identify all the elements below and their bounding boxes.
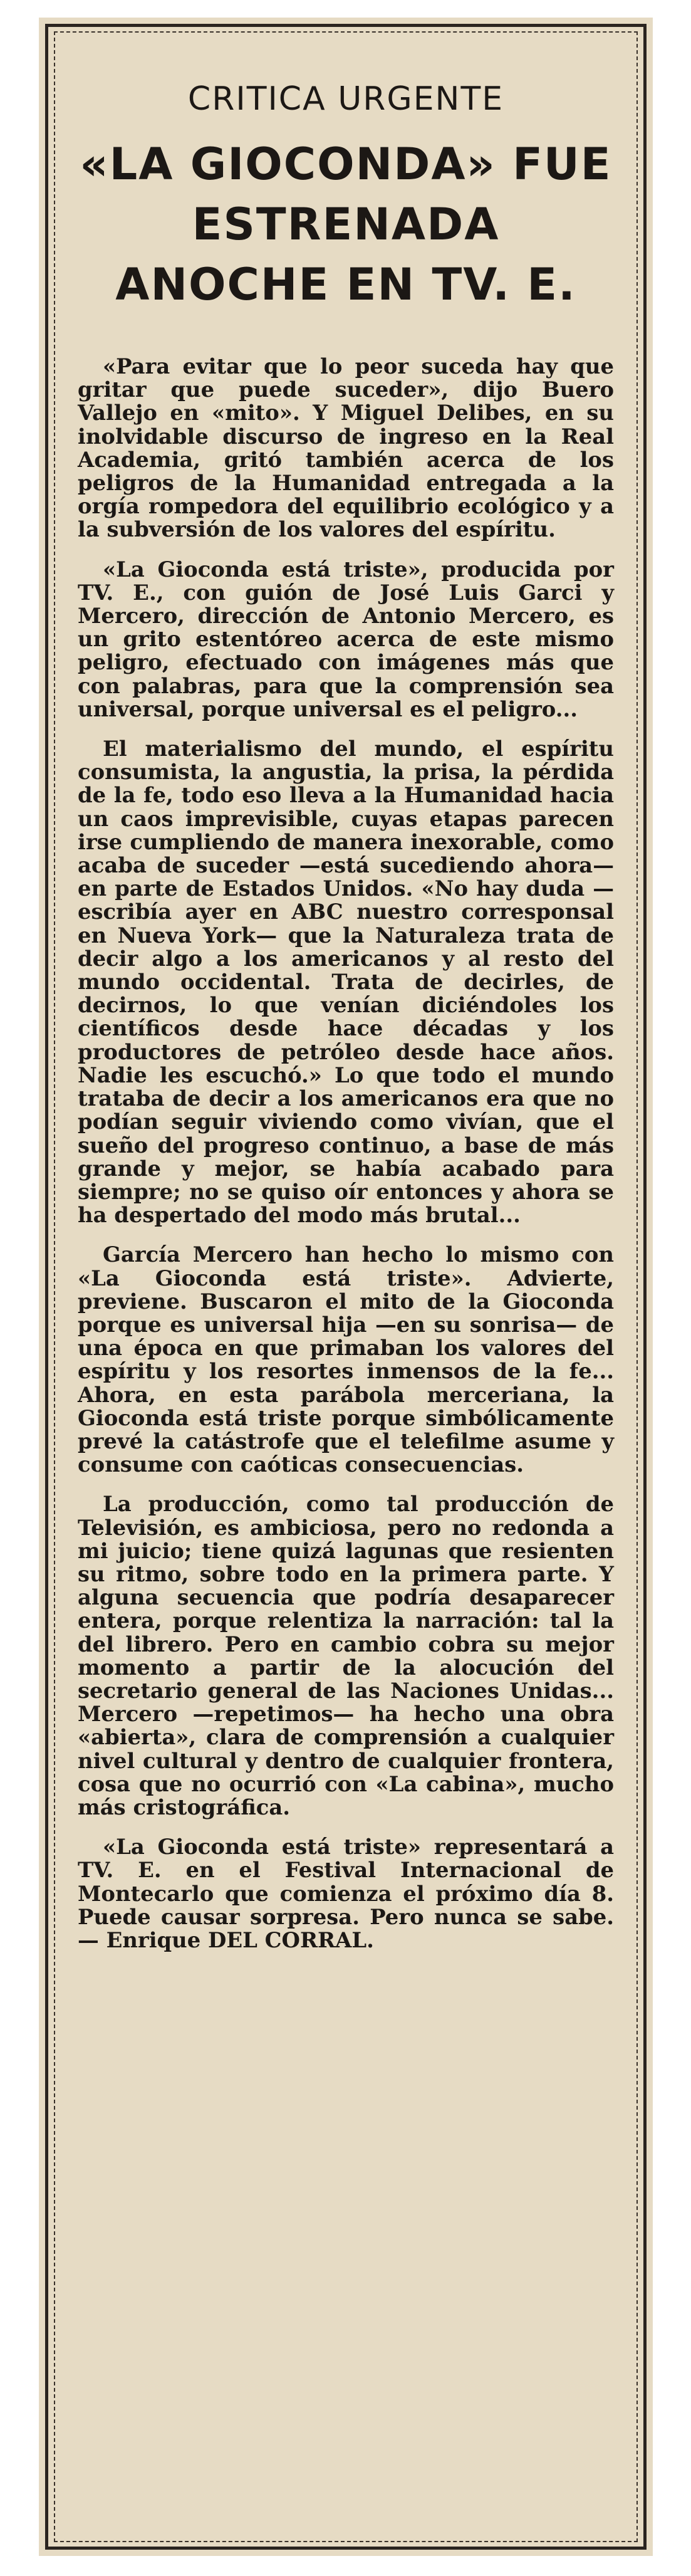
newspaper-clipping xyxy=(39,18,653,2556)
article-body xyxy=(78,355,614,1952)
headline: «LA GIOCONDA» FUE ESTRENADA ANOCHE EN TV. E. xyxy=(80,139,612,310)
paragraph: «Para evitar que lo peor suceda hay que gritar que puede suceder», dijo Buero Vallejo en «mito». Y Miguel Delibes, en su inolvidable discurso de ingreso en la Real Academia, gritó también acerca de los peligros de la Humanidad entregada a la orgía rompedora del equilibrio ecológico y a la subversión de los valores del espíritu. xyxy=(78,353,614,542)
article xyxy=(78,55,614,2518)
paragraph-signature: «La Gioconda está triste» representará a TV. E. en el Festival Internacional de Montecarlo que comienza el próximo día 8. Puede causar sorpresa. Pero nunca se sabe.— Enrique DEL CORRAL. xyxy=(78,1834,614,1952)
paragraph: El materialismo del mundo, el espíritu consumista, la angustia, la prisa, la pérdida de la fe, todo eso lleva a la Humanidad hacia un caos imprevisible, cuyas etapas parecen irse cumpliendo de manera inexorable, como acaba de suceder —está sucediendo ahora— en parte de Estados Unidos. «No hay duda —escribía ayer en ABC nuestro corresponsal en Nueva York— que la Naturaleza trata de decir algo a los americanos y al resto del mundo occidental. Trata de decirles, de decirnos, lo que venían diciéndoles los científicos desde hace décadas y los productores de petróleo desde hace años. Nadie les escuchó.» Lo que todo el mundo trataba de decir a los americanos era que no podían seguir viviendo como vivían, que el sueño del progreso continuo, a base de más grande y mejor, se había acabado para siempre; no se quiso oír entonces y ahora se ha despertado del modo más brutal... xyxy=(78,736,614,1228)
section-label: CRITICA URGENTE xyxy=(187,80,504,118)
paragraph: García Mercero han hecho lo mismo con «La Gioconda está triste». Advierte, previene. Buscaron el mito de la Gioconda porque es universal hija —en su sonrisa— de una época en que primaban los valores del espíritu y los resortes inmensos de la fe... Ahora, en esta parábola merceriana, la Gioconda está triste porque simbólicamente prevé la catástrofe que el telefilme asume y consume con caóticas consecuencias. xyxy=(78,1242,614,1477)
paragraph: La producción, como tal producción de Televisión, es ambiciosa, pero no redonda a mi juicio; tiene quizá lagunas que resienten su ritmo, sobre todo en la primera parte. Y alguna secuencia que podría desaparecer entera, porque relentiza la narración: tal la del librero. Pero en cambio cobra su mejor momento a partir de la alocución del secretario general de las Naciones Unidas... Mercero —repetimos— ha hecho una obra «abierta», clara de comprensión a cualquier nivel cultural y dentro de cualquier frontera, cosa que no ocurrió con «La cabina», mucho más cristográfica. xyxy=(78,1491,614,1819)
paragraph: «La Gioconda está triste», producida por TV. E., con guión de José Luis Garci y Mercero, dirección de Antonio Mercero, es un grito estentóreo acerca de este mismo peligro, efectuado con imágenes más que con palabras, para que la comprensión sea universal, porque universal es el peligro... xyxy=(78,556,614,721)
